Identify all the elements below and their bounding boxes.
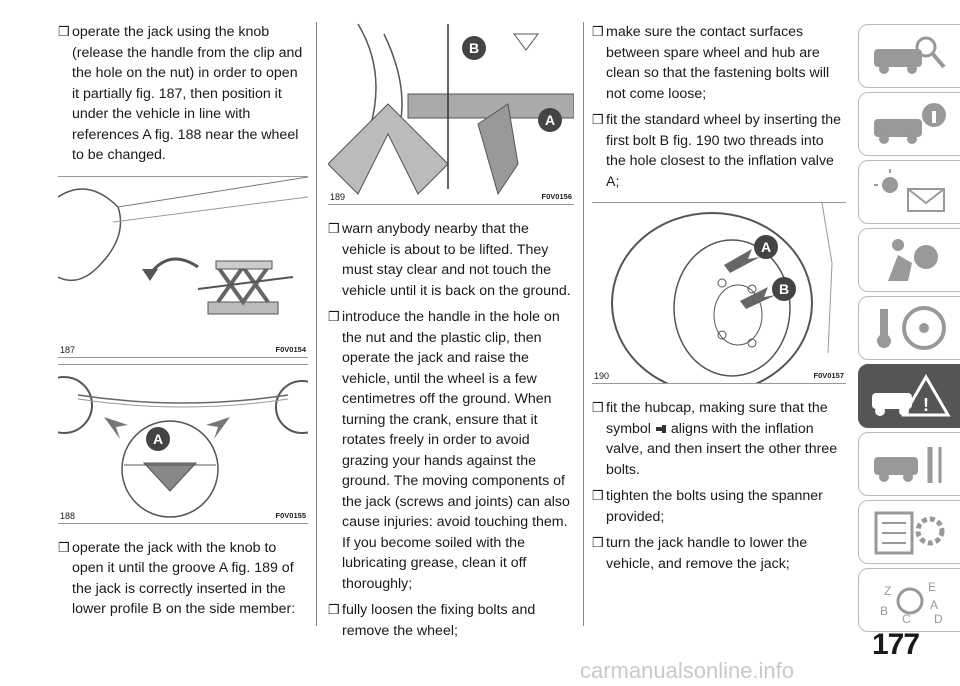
chapter-tab-emergency[interactable] [858,364,960,428]
instruction-step: ❒ fully loosen the fixing bolts and remove the wheel; [328,602,536,639]
instruction-step: ❒ introduce the handle in the hole on the nut and the plastic clip, then operate the jack and raise the vehicle, until the wheel is a few centimetres off the ground. When turning the crank, ensure that it rotates freely in order to avoid grazing your hands against the ground. The moving components of the jack (screws and joints) can also cause injuries: avoid touching them. If you become soiled with the lubricating grease, clean it off thoroughly; [328,309,570,592]
column-divider [583,22,584,626]
instruction-step: ❒ turn the jack handle to lower the vehicle, and remove the jack; [592,535,808,572]
instruction-step: ❒ warn anybody nearby that the vehicle is about to be lifted. They must stay clear and not touch the vehicle until it is back on the ground. [328,221,571,299]
figure-number: 187 [60,344,76,355]
instruction-step: ❒ operate the jack with the knob to open it until the groove A fig. 189 of the jack is correctly inserted in the lower profile B on the side member: [58,539,296,617]
figure-190 [592,202,846,384]
callout-b: B [778,281,790,297]
warning-lights-icon [868,167,952,217]
wheel-bolt-illustration [592,203,846,383]
instruction-step: ❒ make sure the contact surfaces between spare wheel and hub are clean so that the fastening bolts will not come loose; [592,24,830,102]
figure-code: F0V0157 [813,371,844,380]
column-divider [316,22,317,626]
figure-number: 190 [594,371,610,381]
chapter-tab-car-info[interactable] [858,92,960,156]
column-1 [58,22,308,626]
svg-text:B: B [880,604,889,618]
jack-illustration [58,177,308,357]
column-3 [592,22,846,580]
instruction-step: ❒ operate the jack using the knob (release the handle from the clip and the hole on the nut) in order to open it partially fig. 187, then position it under the vehicle in line with references A fig. 188 near the wheel to be changed. [58,24,303,163]
car-emergency-icon [868,371,952,421]
car-service-icon [868,439,952,489]
instruction-step: ❒ fit the standard wheel by inserting the first bolt B fig. 190 two threads into the hole closest to the inflation valve A; [592,112,842,190]
chapter-tab-airbag[interactable] [858,228,960,292]
instruction-step: ❒ fit the hubcap, making sure that the symbol aligns with the inflation valve, and then insert the other three bolts. [592,400,838,478]
svg-text:!: ! [923,395,929,415]
chapter-tab-checklist[interactable] [858,500,960,564]
jack-groove-illustration [328,14,574,204]
figure-code: F0V0155 [275,510,306,520]
checklist-gear-icon [868,507,952,557]
alphabet-index-icon [868,575,952,625]
callout-a: A [544,112,556,128]
chapter-tab-car-search[interactable] [858,24,960,88]
callout-b: B [468,40,480,56]
chapter-sidebar [858,24,960,636]
figure-189 [328,14,574,205]
side-member-illustration [58,365,308,523]
svg-text:A: A [930,598,939,612]
svg-text:E: E [928,580,937,594]
column-2 [328,14,574,647]
figure-number: 188 [60,510,76,521]
car-search-icon [868,31,952,81]
valve-symbol-icon [655,424,667,434]
airbag-seat-icon [868,235,952,285]
page-number: 177 [872,628,920,661]
chapter-tab-key-steering[interactable] [858,296,960,360]
figure-code: F0V0154 [275,344,306,354]
instruction-step: ❒ tighten the bolts using the spanner provided; [592,488,823,525]
callout-a: A [760,239,772,255]
svg-text:D: D [934,612,943,625]
figure-code: F0V0156 [541,192,572,201]
car-info-icon [868,99,952,149]
callout-a: A [152,430,164,447]
key-steering-icon [868,303,952,353]
chapter-tab-service[interactable] [858,432,960,496]
figure-188 [58,364,308,524]
watermark: carmanualsonline.info [580,658,795,683]
figure-187 [58,176,308,358]
svg-text:Z: Z [884,584,892,598]
chapter-tab-index[interactable] [858,568,960,632]
chapter-tab-warning-lights[interactable] [858,160,960,224]
svg-text:C: C [902,612,911,625]
figure-number: 189 [330,192,346,202]
